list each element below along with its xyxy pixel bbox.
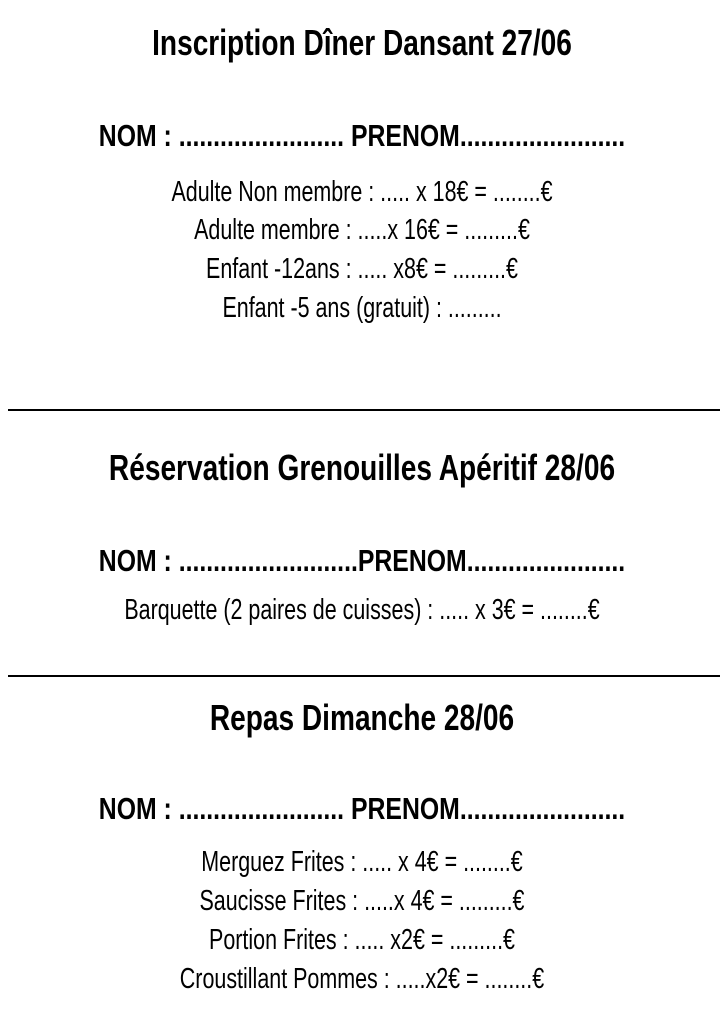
divider-1: [8, 409, 720, 411]
nom-prenom-line-repas: NOM : ........................ PRENOM........................: [98, 791, 626, 826]
item-croustillant-pommes: Croustillant Pommes : .....x2€ = ........€: [179, 963, 545, 995]
item-saucisse-frites: Saucisse Frites : .....x 4€ = .........€: [199, 885, 525, 917]
item-enfant-12ans: Enfant -12ans : ..... x8€ = .........€: [206, 253, 518, 285]
item-merguez-frites: Merguez Frites : ..... x 4€ = ........€: [201, 846, 523, 878]
nom-prenom-line-grenouilles: NOM : ..........................PRENOM.......................: [98, 543, 626, 578]
item-portion-frites: Portion Frites : ..... x2€ = .........€: [209, 924, 515, 956]
nom-prenom-line-diner: NOM : ........................ PRENOM........................: [98, 118, 626, 153]
section-title-diner-dansant: Inscription Dîner Dansant 27/06: [152, 22, 572, 63]
section-title-repas-dimanche: Repas Dimanche 28/06: [209, 697, 515, 738]
section-title-grenouilles: Réservation Grenouilles Apéritif 28/06: [108, 447, 616, 488]
item-barquette: Barquette (2 paires de cuisses) : ..... x 3€ = ........€: [124, 594, 600, 626]
item-adulte-non-membre: Adulte Non membre : ..... x 18€ = ........€: [171, 176, 553, 208]
item-enfant-5ans: Enfant -5 ans (gratuit) : .........: [222, 292, 502, 324]
item-adulte-membre: Adulte membre : .....x 16€ = .........€: [194, 214, 530, 246]
divider-2: [8, 675, 720, 677]
